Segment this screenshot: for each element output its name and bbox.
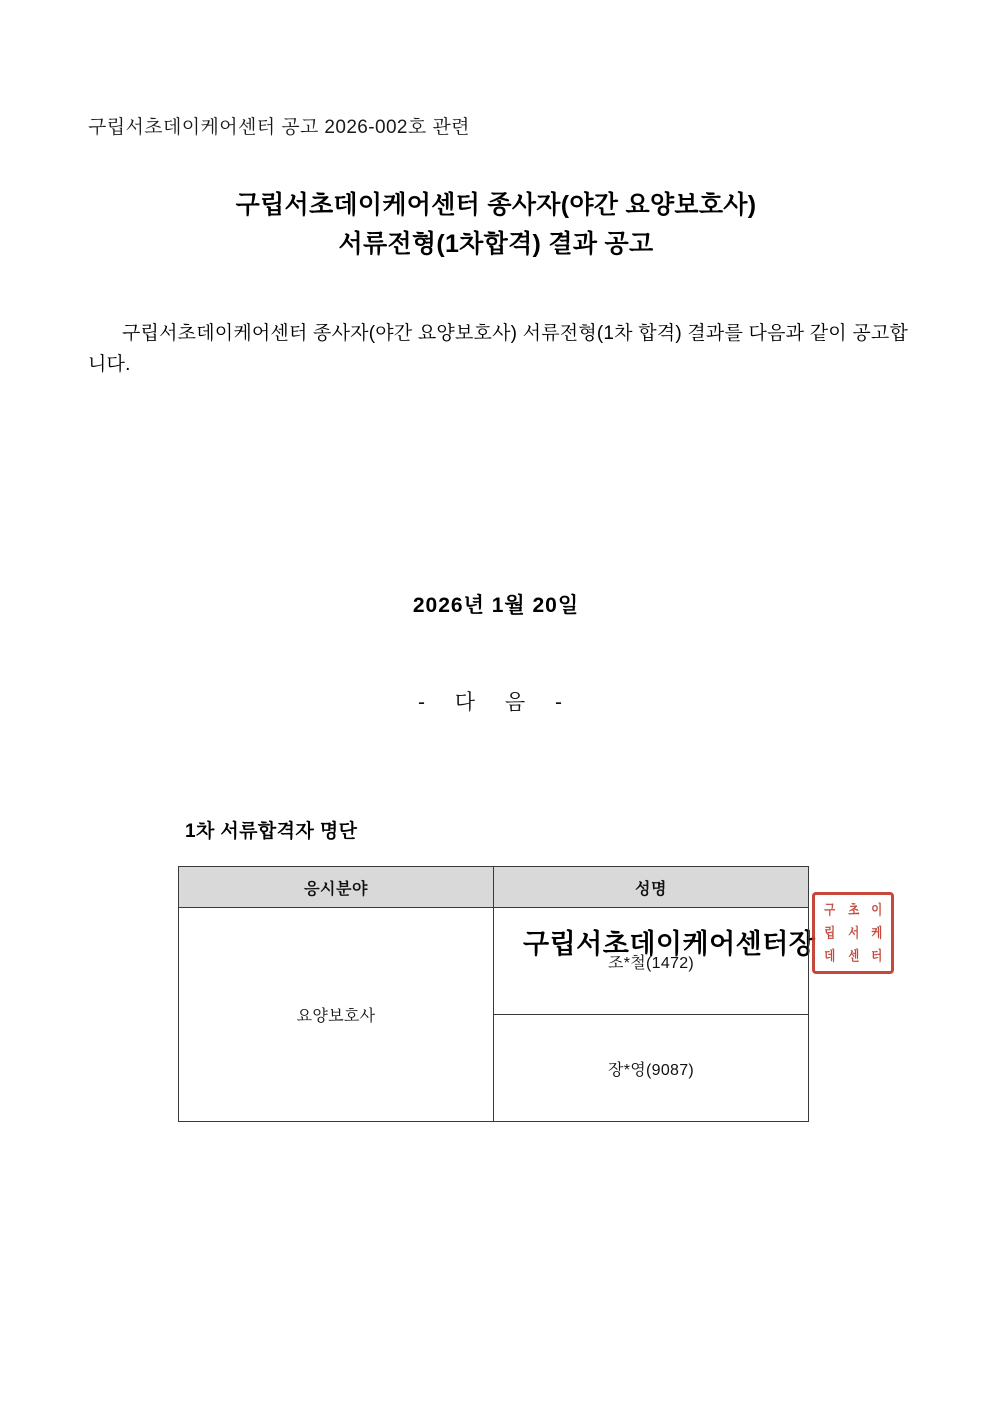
results-table [178, 866, 809, 1122]
reference-line: 구립서초데이케어센터 공고 2026-002호 관련 [88, 117, 470, 138]
seal-char-1: 구 [824, 901, 835, 918]
seal-char-6: 케 [871, 924, 882, 942]
table-header-row [179, 867, 809, 908]
column-header-field: 응시분야 [179, 867, 494, 908]
paragraph-text: 구립서초데이케어센터 종사자(야간 요양보호사) 서류전형(1차 합격) 결과를 다음과 같이 공고합니다. [88, 323, 908, 376]
seal-char-4: 립 [824, 924, 835, 942]
seal-char-2: 초 [847, 901, 859, 918]
divider-label: - 다 음 - [417, 691, 575, 714]
issuer-name: 구립서초데이케어센터장 [523, 929, 816, 959]
body-paragraph [88, 318, 908, 381]
column-header-name: 성명 [494, 867, 809, 908]
seal-char-5: 서 [847, 924, 859, 942]
page-title-line-1: 구립서초데이케어센터 종사자(야간 요양보호사) [235, 191, 757, 219]
page-title-line-2: 서류전형(1차합격) 결과 공고 [338, 229, 654, 258]
seal-char-7: 데 [824, 948, 835, 965]
cell-field-label: 요양보호사 [179, 908, 494, 1122]
cell-name-2: 장*영(9087) [494, 1015, 809, 1122]
table-row [179, 908, 809, 1015]
section-heading: 1차 서류합격자 명단 [185, 821, 358, 842]
seal-char-3: 이 [871, 901, 882, 918]
seal-char-9: 터 [871, 948, 882, 965]
issue-date: 2026년 1월 20일 [412, 594, 580, 617]
seal-char-8: 센 [847, 948, 859, 965]
official-seal-icon [812, 892, 894, 974]
cell-name-1: 조*철(1472) [494, 908, 809, 1015]
page-title [0, 186, 992, 264]
